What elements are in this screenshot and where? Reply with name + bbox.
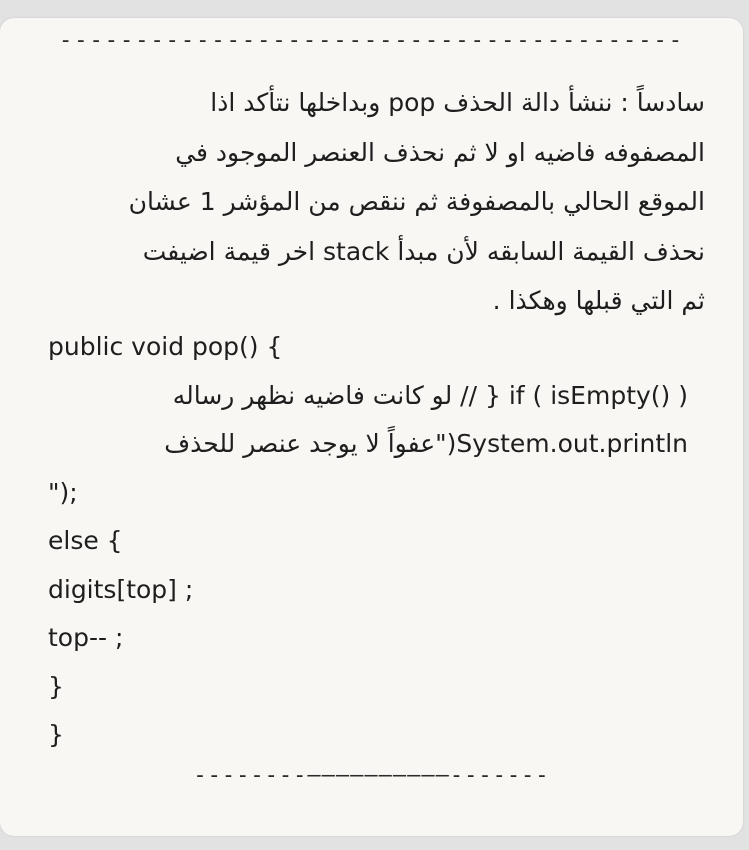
code-line-println: System.out.println("عفواً لا يوجد عنصر للحذف (164, 429, 688, 458)
note-line-3: الموقع الحالي بالمصفوفة ثم ننقص من المؤشر 1 عشان (128, 187, 705, 216)
note-line-1: سادساً : ننشأ دالة الحذف pop وبداخلها نتأكد اذا (210, 88, 705, 117)
note-line-4: نحذف القيمة السابقه لأن مبدأ stack اخر قيمة اضيفت (142, 236, 705, 266)
note-page (0, 18, 743, 836)
code-line-close-brace-2: } (48, 720, 64, 749)
bottom-separator: --------——————————------- (193, 763, 550, 788)
explanation-paragraph (50, 78, 705, 326)
note-line-5: ثم التي قبلها وهكذا . (492, 286, 705, 315)
top-dashed-separator: ----------------------------------------- (58, 28, 685, 53)
code-line-println-close: "); (48, 477, 78, 507)
code-block (48, 323, 708, 760)
code-line-close-brace-1: } (48, 671, 64, 701)
code-line-method-signature: public void pop() { (48, 332, 283, 361)
code-line-if-empty: if ( isEmpty() ) { // لو كانت فاضيه نظهر رساله (172, 380, 688, 410)
note-line-2: المصفوفه فاضيه او لا ثم نحذف العنصر الموجود في (175, 137, 705, 167)
code-line-top-decrement: top-- ; (48, 623, 124, 652)
code-line-else: else { (48, 526, 123, 555)
code-line-digits-top: digits[top] ; (48, 574, 194, 604)
